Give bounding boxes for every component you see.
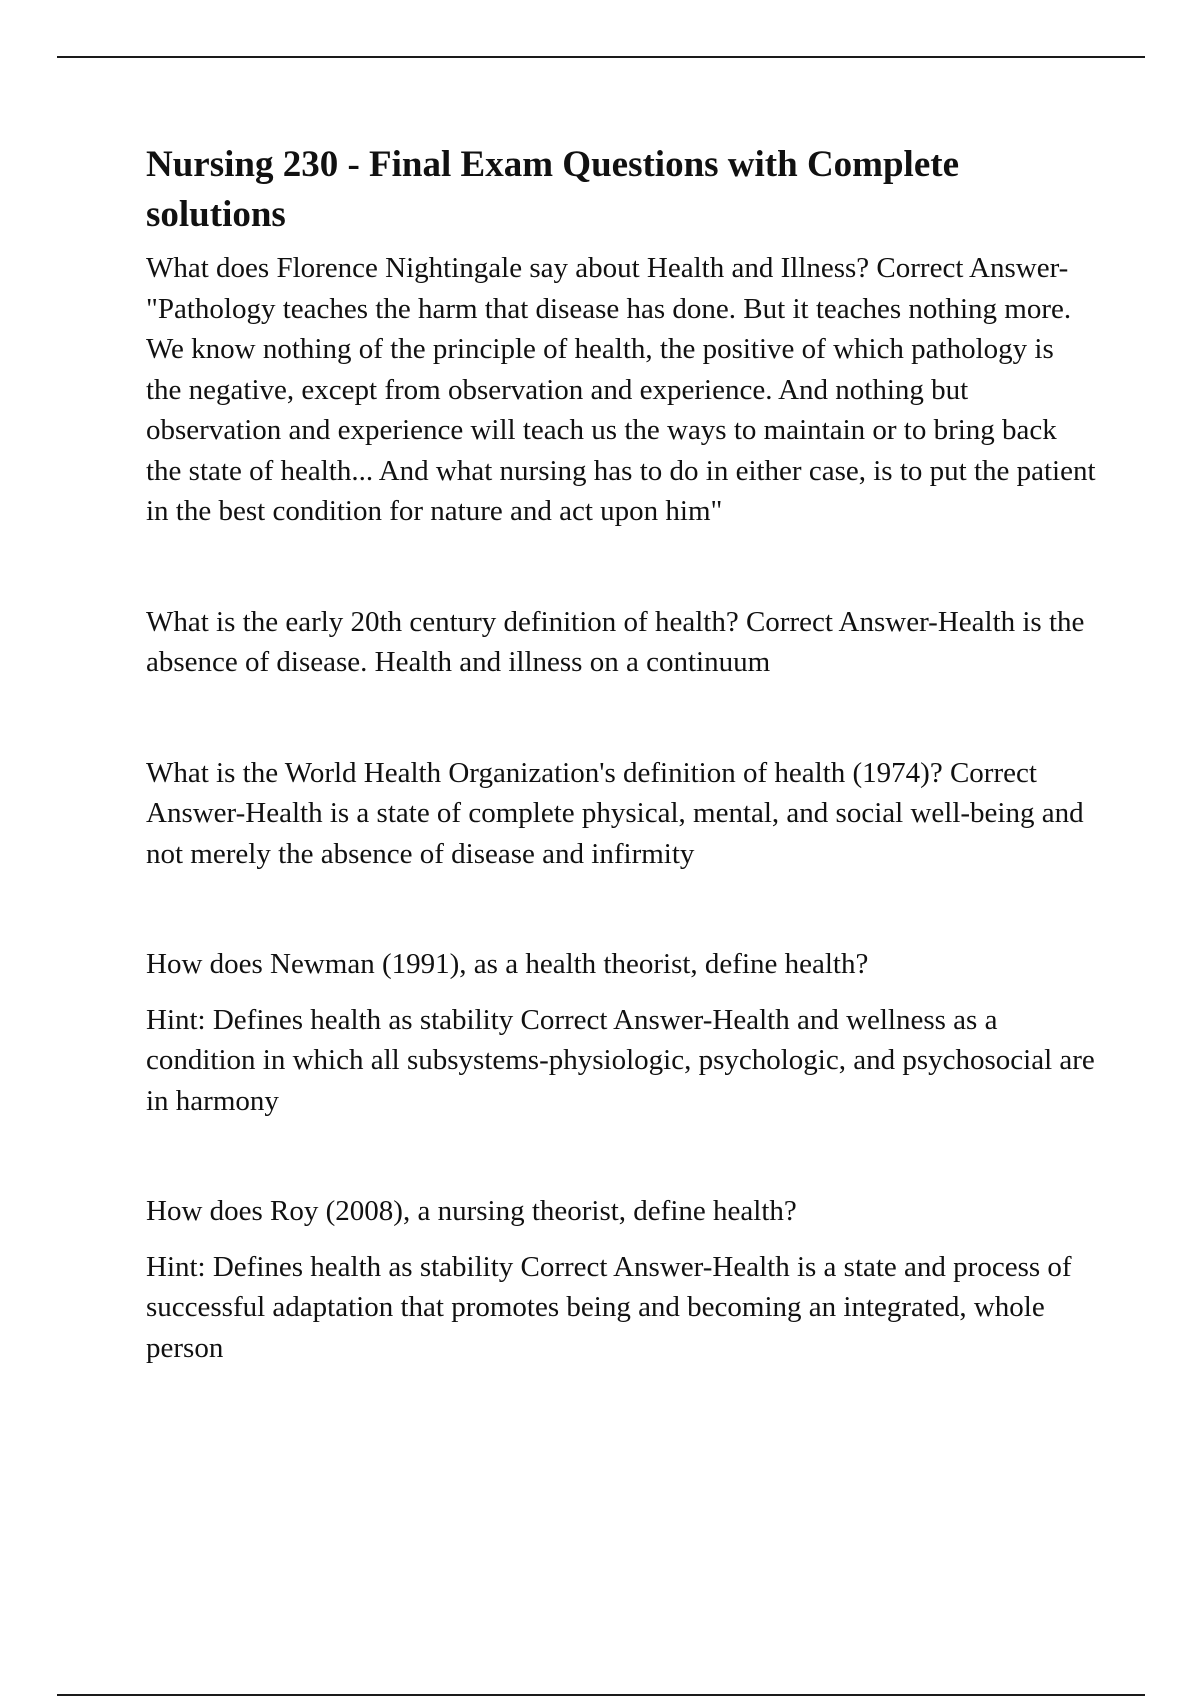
document-title: Nursing 230 - Final Exam Questions with Complete solutions <box>146 144 960 235</box>
qa-text: What is the World Health Organization's definition of health (1974)? Correct Answer-Health is a state of complete physical, mental, and social well-being and not merely the absence of disease and infirmity <box>146 756 1084 870</box>
qa-text: Hint: Defines health as stability Correct Answer-Health is a state and process of successful adaptation that promotes being and becoming an integrated, whole person <box>146 1250 1072 1364</box>
qa-item-newman <box>146 944 1096 1121</box>
bottom-divider <box>57 1694 1145 1696</box>
qa-text: What is the early 20th century definition of health? Correct Answer-Health is the absence of disease. Health and illness on a continuum <box>146 605 1085 678</box>
top-divider <box>57 56 1145 58</box>
document-body <box>146 140 1096 1368</box>
qa-item-nightingale <box>146 248 1096 532</box>
qa-question: How does Newman (1991), as a health theorist, define health? <box>146 948 869 980</box>
qa-question: How does Roy (2008), a nursing theorist, define health? <box>146 1195 797 1227</box>
qa-item-early-20th-century <box>146 602 1096 683</box>
qa-item-roy <box>146 1191 1096 1368</box>
qa-item-who-definition <box>146 753 1096 875</box>
qa-text: What does Florence Nightingale say about Health and Illness? Correct Answer-"Pathology teaches the harm that disease has done. But it teaches nothing more. We know nothing of the principle of health, the positive of which pathology is the negative, except from observation and experience. And nothing but observation and experience will teach us the ways to maintain or to bring back the state of health... And what nursing has to do in either case, is to put the patient in the best condition for nature and act upon him" <box>146 252 1096 527</box>
qa-text: Hint: Defines health as stability Correct Answer-Health and wellness as a condition in which all subsystems-physiologic, psychologic, and psychosocial are in harmony <box>146 1003 1095 1117</box>
